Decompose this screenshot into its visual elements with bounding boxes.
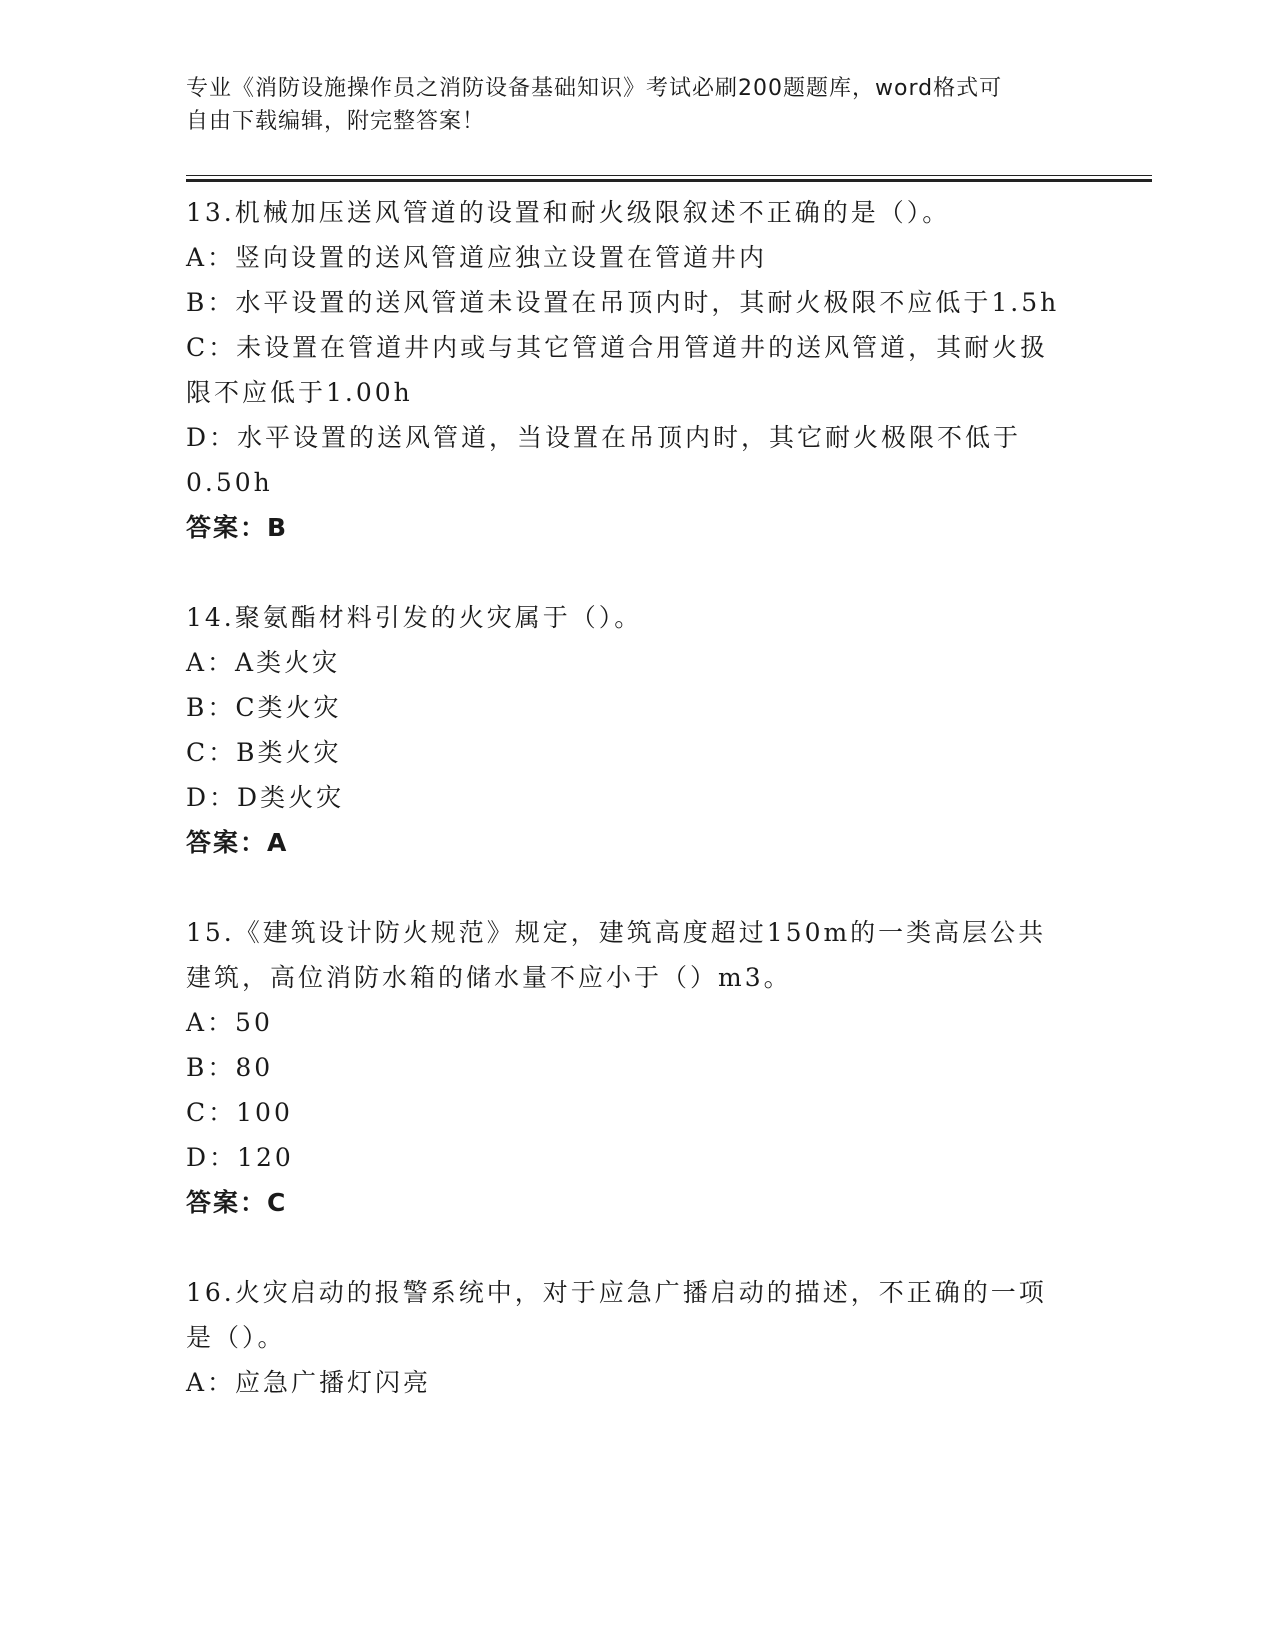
answer-label: 答案：A [186, 828, 289, 857]
question-14 [186, 595, 1086, 865]
option-d-continued: 0.50h [186, 468, 273, 497]
question-stem-continued: 是（）。 [186, 1323, 286, 1352]
option-c: C：未设置在管道井内或与其它管道合用管道井的送风管道，其耐火扱 [186, 333, 1049, 362]
option-b: B：80 [186, 1053, 274, 1082]
option-a: A：应急广播灯闪亮 [186, 1368, 432, 1397]
option-a: A：50 [186, 1008, 273, 1037]
option-d: D：120 [186, 1143, 294, 1172]
header-line-1: 专业《消防设施操作员之消防设备基础知识》考试必刷200题题库，word格式可 [186, 76, 1003, 101]
option-a: A：A类火灾 [186, 648, 341, 677]
header-divider-thin [186, 175, 1152, 176]
option-c: C：B类火灾 [186, 738, 342, 767]
header-line-2: 自由下载编辑，附完整答案！ [186, 109, 486, 134]
header-divider-thick [186, 179, 1152, 182]
question-13 [186, 190, 1086, 550]
answer-label: 答案：B [186, 513, 289, 542]
question-15 [186, 910, 1086, 1225]
option-b: B：水平设置的送风管道未设置在吊顶内时，其耐火极限不应低于1.5h [186, 288, 1060, 317]
answer-label: 答案：C [186, 1188, 288, 1217]
question-16 [186, 1270, 1086, 1405]
option-b: B：C类火灾 [186, 693, 342, 722]
questions-list [186, 190, 1086, 1450]
document-header [186, 72, 1066, 138]
question-stem: 15.《建筑设计防火规范》规定，建筑高度超过150m的一类高层公共 [186, 918, 1047, 947]
option-c: C：100 [186, 1098, 293, 1127]
option-c-continued: 限不应低于1.00h [186, 378, 413, 407]
question-stem: 14.聚氨酯材料引发的火灾属于（）。 [186, 603, 643, 632]
option-a: A：竖向设置的送风管道应独立设置在管道井内 [186, 243, 768, 272]
option-d: D：水平设置的送风管道，当设置在吊顶内时，其它耐火极限不低于 [186, 423, 1022, 452]
option-d: D：D类火灾 [186, 783, 345, 812]
question-stem-continued: 建筑，高位消防水箱的储水量不应小于（）m3。 [186, 963, 792, 992]
question-stem: 16.火灾启动的报警系统中，对于应急广播启动的描述，不正确的一项 [186, 1278, 1047, 1307]
question-stem: 13.机械加压送风管道的设置和耐火级限叙述不正确的是（）。 [186, 198, 951, 227]
